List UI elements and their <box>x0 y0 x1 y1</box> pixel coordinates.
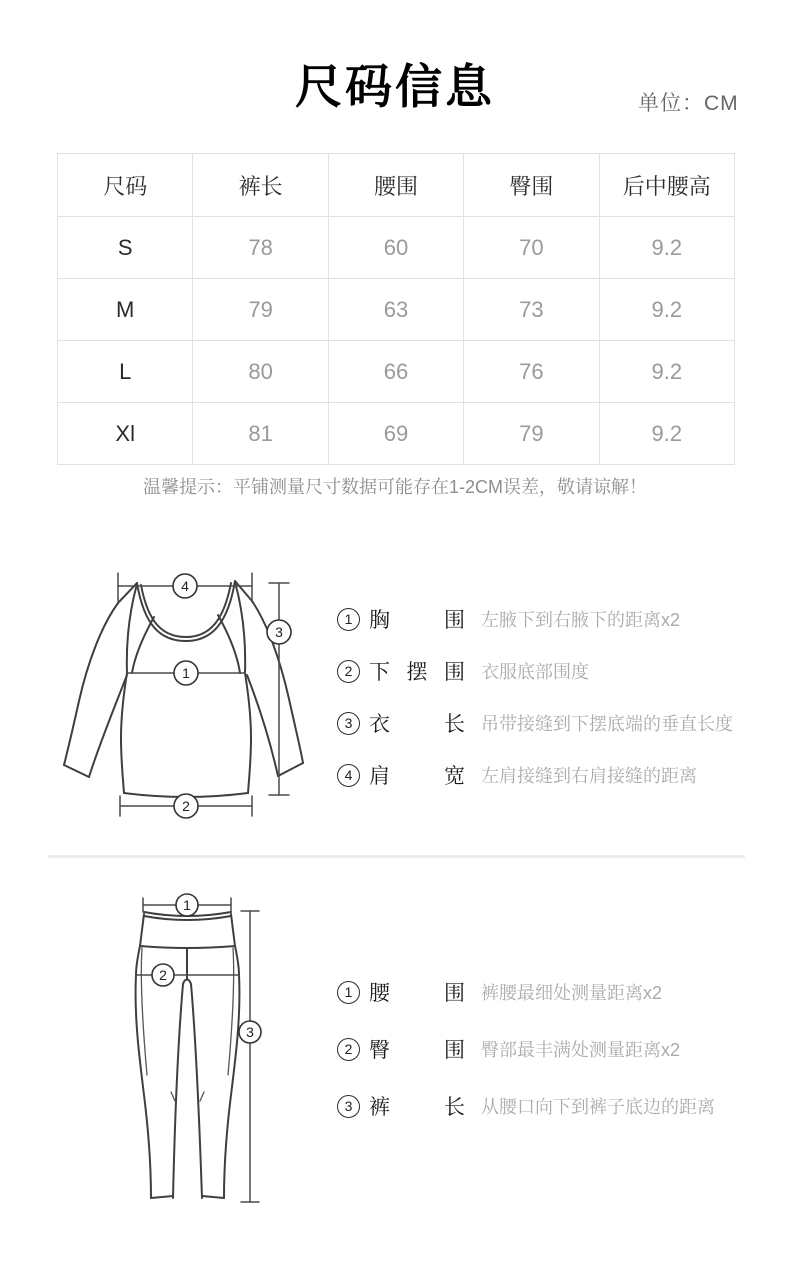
measure-item-chest <box>337 606 733 632</box>
table-row <box>58 403 735 465</box>
measure-name: 下摆围 <box>369 661 465 684</box>
col-header-pant-length: 裤长 <box>193 154 328 217</box>
value-cell: 9.2 <box>599 217 734 279</box>
circled-number: 1 <box>337 981 360 1004</box>
value-cell: 76 <box>464 341 599 403</box>
measure-name: 胸围 <box>369 609 465 632</box>
measure-name: 腰围 <box>369 982 465 1005</box>
pants-diagram <box>100 880 320 1212</box>
measure-desc: 裤腰最细处测量距离x2 <box>481 983 663 1003</box>
measure-desc: 吊带接缝到下摆底端的垂直长度 <box>481 714 733 734</box>
table-row <box>58 217 735 279</box>
table-header-row <box>58 154 735 217</box>
bottom-measure-legend <box>337 979 715 1150</box>
size-cell: M <box>58 279 193 341</box>
value-cell: 80 <box>193 341 328 403</box>
value-cell: 70 <box>464 217 599 279</box>
top-measure-legend <box>337 606 733 814</box>
measure-item-hip <box>337 1036 715 1062</box>
value-cell: 81 <box>193 403 328 465</box>
circled-number: 1 <box>337 608 360 631</box>
value-cell: 63 <box>328 279 463 341</box>
measure-name: 臀围 <box>369 1039 465 1062</box>
value-cell: 60 <box>328 217 463 279</box>
value-cell: 73 <box>464 279 599 341</box>
page-title: 尺码信息 <box>295 60 495 113</box>
value-cell: 9.2 <box>599 279 734 341</box>
col-header-size: 尺码 <box>58 154 193 217</box>
value-cell: 79 <box>193 279 328 341</box>
diagram-mark-4: 4 <box>181 578 189 594</box>
diagram-mark-1: 1 <box>182 665 190 681</box>
circled-number: 2 <box>337 660 360 683</box>
measure-name: 衣长 <box>369 713 465 736</box>
size-cell: L <box>58 341 193 403</box>
size-cell: Xl <box>58 403 193 465</box>
measure-item-shoulder <box>337 762 733 788</box>
table-row <box>58 279 735 341</box>
size-cell: S <box>58 217 193 279</box>
size-table <box>57 153 735 465</box>
circled-number: 3 <box>337 1095 360 1118</box>
value-cell: 69 <box>328 403 463 465</box>
measure-item-waist <box>337 979 715 1005</box>
measure-desc: 臀部最丰满处测量距离x2 <box>481 1040 681 1060</box>
circled-number: 3 <box>337 712 360 735</box>
measure-name: 肩宽 <box>369 765 465 788</box>
value-cell: 78 <box>193 217 328 279</box>
diagram-mark-2: 2 <box>182 798 190 814</box>
diagram-mark-3: 3 <box>275 624 283 640</box>
measure-item-length <box>337 710 733 736</box>
diagram-mark-1: 1 <box>183 897 191 913</box>
measurement-note: 温馨提示：平铺测量尺寸数据可能存在1-2CM误差，敬请谅解！ <box>142 477 647 497</box>
diagram-mark-3: 3 <box>246 1024 254 1040</box>
measure-desc: 从腰口向下到裤子底边的距离 <box>481 1097 715 1117</box>
measure-item-hem <box>337 658 733 684</box>
col-header-back-rise: 后中腰高 <box>599 154 734 217</box>
value-cell: 79 <box>464 403 599 465</box>
measure-desc: 左肩接缝到右肩接缝的距离 <box>481 766 697 786</box>
col-header-hip: 臀围 <box>464 154 599 217</box>
measure-name: 裤长 <box>369 1096 465 1119</box>
table-row <box>58 341 735 403</box>
col-header-waist: 腰围 <box>328 154 463 217</box>
value-cell: 66 <box>328 341 463 403</box>
value-cell: 9.2 <box>599 403 734 465</box>
measure-desc: 衣服底部围度 <box>481 662 589 682</box>
circled-number: 4 <box>337 764 360 787</box>
diagram-mark-2: 2 <box>159 967 167 983</box>
unit-label: 单位：CM <box>638 92 739 115</box>
value-cell: 9.2 <box>599 341 734 403</box>
circled-number: 2 <box>337 1038 360 1061</box>
measure-desc: 左腋下到右腋下的距离x2 <box>481 610 681 630</box>
section-divider <box>48 855 745 858</box>
top-garment-diagram <box>40 553 325 845</box>
measure-item-pant-length <box>337 1093 715 1119</box>
